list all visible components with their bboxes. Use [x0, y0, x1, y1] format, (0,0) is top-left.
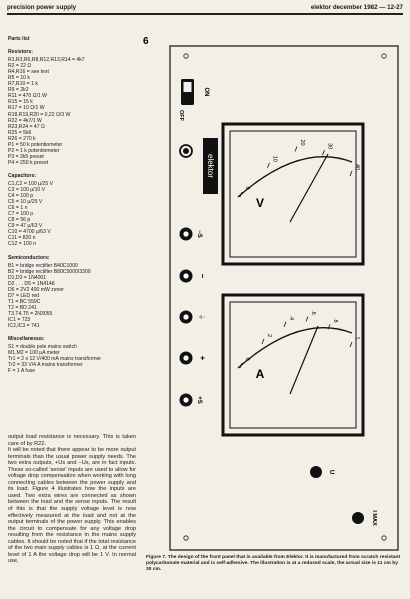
parts-item: C4 = 100 p	[8, 193, 34, 200]
parts-item: C7 = 100 p	[8, 211, 34, 218]
sense-minus-label: −S	[196, 230, 202, 238]
minus-output-terminal[interactable]	[180, 270, 193, 283]
parts-item: R26 = 270 k	[8, 135, 36, 142]
parts-section-title: Resistors:	[8, 49, 33, 56]
parts-item: C11 = 820 n	[8, 235, 36, 242]
plus-terminal-label: +	[198, 355, 207, 361]
meter-scale-label: 30	[326, 143, 333, 150]
parts-item: D6 = 2V2 400 mW zener	[8, 286, 64, 293]
parts-item: B2 = bridge rectifier B80C5000/3300	[8, 268, 91, 275]
parts-section	[8, 255, 133, 330]
parts-item: R2 = 22 Ω	[8, 63, 32, 70]
parts-item: T3,T4,T5 = 2N3055	[8, 310, 53, 317]
switch-on-label: ON	[203, 87, 209, 97]
parts-item: P4 = 250 k preset	[8, 159, 49, 166]
meter-scale-label: .6	[310, 310, 316, 315]
parts-item: T1 = BC 559C	[8, 298, 41, 305]
parts-item: D2 . . . D5 = 1N4148	[8, 280, 55, 287]
meter-tick	[350, 171, 352, 176]
figure-caption: Figure 7. The design of the front panel that is available from Elektor. It is manufactured from scratch resistant polycarbonate material and is self-adhesive. The illustration is at a reduced scale, the actual size is 11 cm by 30 cm.	[146, 555, 401, 573]
parts-item: R1,R3,R6,R8,R12,R13,R14 = 4k7	[8, 57, 85, 64]
sense-minus-terminal[interactable]	[180, 228, 193, 241]
power-led-lens	[183, 148, 189, 154]
body-paragraph-1: output load resistance is necessary. This is taken care of by R22.	[8, 434, 136, 447]
parts-section	[8, 173, 133, 248]
parts-item: R9 = 2k2	[8, 87, 29, 94]
meter-scale-label: 10	[271, 155, 278, 162]
parts-list	[8, 36, 133, 374]
parts-item: B1 = bridge rectifier B40C1000	[8, 262, 78, 269]
parts-item: M1,M2 = 100 µA meter	[8, 350, 60, 357]
switch-off-label: OFF	[178, 110, 184, 121]
parts-item: C6 = 1 n	[8, 205, 28, 212]
parts-section-title: Capacitors:	[8, 172, 37, 179]
voltmeter-unit: V	[255, 196, 265, 210]
meter-scale-label: 0	[244, 186, 250, 190]
ammeter-unit: A	[255, 367, 265, 381]
parts-section	[8, 36, 133, 42]
mount-hole-bottom-right	[382, 536, 386, 540]
ammeter	[223, 295, 363, 435]
meter-tick	[323, 150, 325, 155]
parts-item: IC2,IC3 = 741	[8, 323, 40, 330]
parts-item: T2 = BD 241	[8, 304, 37, 311]
parts-item: R17 = 10 Ω/1 W	[8, 105, 45, 112]
parts-section-title: Semiconductors:	[8, 254, 50, 261]
current-limit-label: I MAX	[371, 510, 377, 526]
current-limit-knob[interactable]	[352, 512, 364, 524]
meter-scale-label: .4	[288, 315, 294, 321]
parts-item: D1,D3 = 1N4001	[8, 274, 47, 281]
meter-tick	[350, 342, 352, 347]
mount-hole-bottom-left	[184, 536, 188, 540]
ammeter-needle	[290, 326, 318, 394]
parts-item: P3 = 2k5 preset	[8, 153, 44, 160]
voltmeter-needle	[290, 154, 328, 222]
meter-tick	[262, 339, 264, 344]
parts-item: IC1 = 723	[8, 316, 31, 323]
parts-item: R22 = 4k7/1 W	[8, 117, 42, 124]
sense-plus-label: +S	[196, 396, 202, 404]
meter-scale-label: .2	[266, 332, 272, 338]
ground-symbol: ⏚	[198, 313, 205, 321]
parts-section-title: Parts list	[8, 36, 30, 42]
parts-item: C3 = 100 µ/10 V	[8, 187, 46, 194]
parts-item: R15 = 15 k	[8, 99, 33, 106]
mount-hole-top-right	[382, 54, 386, 58]
voltage-knob[interactable]	[310, 466, 322, 478]
parts-section-title: Miscellaneous:	[8, 336, 45, 343]
parts-item: C5 = 10 µ/25 V	[8, 199, 43, 206]
parts-item: F = 1 A fuse	[8, 368, 36, 375]
parts-item: C1,C2 = 100 µ/25 V	[8, 180, 53, 187]
ground-terminal[interactable]	[180, 311, 193, 324]
parts-item: R4,R16 = see text	[8, 69, 49, 76]
front-panel-figure	[140, 32, 405, 554]
meter-tick	[295, 147, 297, 152]
meter-scale-label: 40	[354, 163, 360, 171]
plus-output-terminal[interactable]	[180, 352, 193, 365]
parts-item: C10 = 4700 µ/63 V	[8, 229, 51, 236]
mount-hole-top-left	[184, 54, 188, 58]
body-paragraph-2: It will be noted that there appear to be more output terminals than the usual power supply needs. The two extra outputs, +Us and −Us, are in fact inputs. These so-called 'sense' inputs are used to allow for voltage drop compensation when working with long connecting cables between the power supply and its load. Figure 4 illustrates how the inputs are used. Two extra wires are connected as shown between the load and the sense inputs. The result of this is that the supply voltage level is now effectively measured at the load and not at the output terminals of the power supply. This enables the circuit to compensate for any voltage drop resulting from the resistance in the mains supply cables. It should be noted that if the total resistance of the two main supply cables is 1 Ω, at the current level of 1 A the voltage drop will be 1 V. In normal use,	[8, 447, 136, 565]
meter-scale-label: 0	[244, 357, 250, 361]
meter-scale-label: 20	[299, 139, 305, 146]
parts-item: C8 = 56 p	[8, 217, 31, 224]
voltmeter	[223, 124, 363, 264]
parts-item: R25 = 5k6	[8, 129, 32, 136]
meter-tick	[268, 163, 270, 168]
meter-scale-label: 1	[354, 336, 360, 340]
header-issue: elektor december 1982 — 12-27	[310, 4, 403, 11]
parts-item: R11 = 470 Ω/1 W	[8, 93, 47, 100]
parts-item: Tr1 = 2 x 12 V/400 mA mains transformer	[8, 356, 102, 363]
meter-scale-label: .8	[332, 317, 338, 323]
parts-item: S1 = double pole mains switch	[8, 344, 77, 351]
parts-item: D7 = LED red	[8, 292, 40, 299]
body-text	[8, 434, 136, 565]
parts-item: R7,R10 = 1 k	[8, 81, 38, 88]
voltage-knob-label: U	[328, 469, 334, 475]
brand-logo: elektor	[206, 153, 215, 179]
header-title: precision power supply	[7, 4, 77, 11]
figure-number: 6	[143, 36, 149, 47]
minus-terminal-label: −	[198, 273, 207, 279]
parts-item: R23,R24 = 47 Ω	[8, 123, 45, 130]
parts-item: R18,R19,R20 = 0,22 Ω/3 W	[8, 111, 71, 118]
mains-switch-rocker	[184, 82, 192, 92]
parts-item: R5 = 10 k	[8, 75, 30, 82]
parts-item: C9 = 47 µ/63 V	[8, 223, 43, 230]
parts-item: C12 = 100 n	[8, 241, 36, 248]
parts-item: Tr2 = 33 V/4 A mains transformer	[8, 362, 83, 369]
meter-tick	[284, 322, 286, 327]
parts-item: P1 = 50 k potentiometer	[8, 141, 63, 148]
header-rule	[7, 13, 403, 15]
meter-tick	[306, 317, 308, 322]
parts-section	[8, 336, 133, 374]
sense-plus-terminal[interactable]	[180, 394, 193, 407]
parts-section	[8, 49, 133, 166]
parts-item: P2 = 1 k potentiometer	[8, 147, 60, 154]
